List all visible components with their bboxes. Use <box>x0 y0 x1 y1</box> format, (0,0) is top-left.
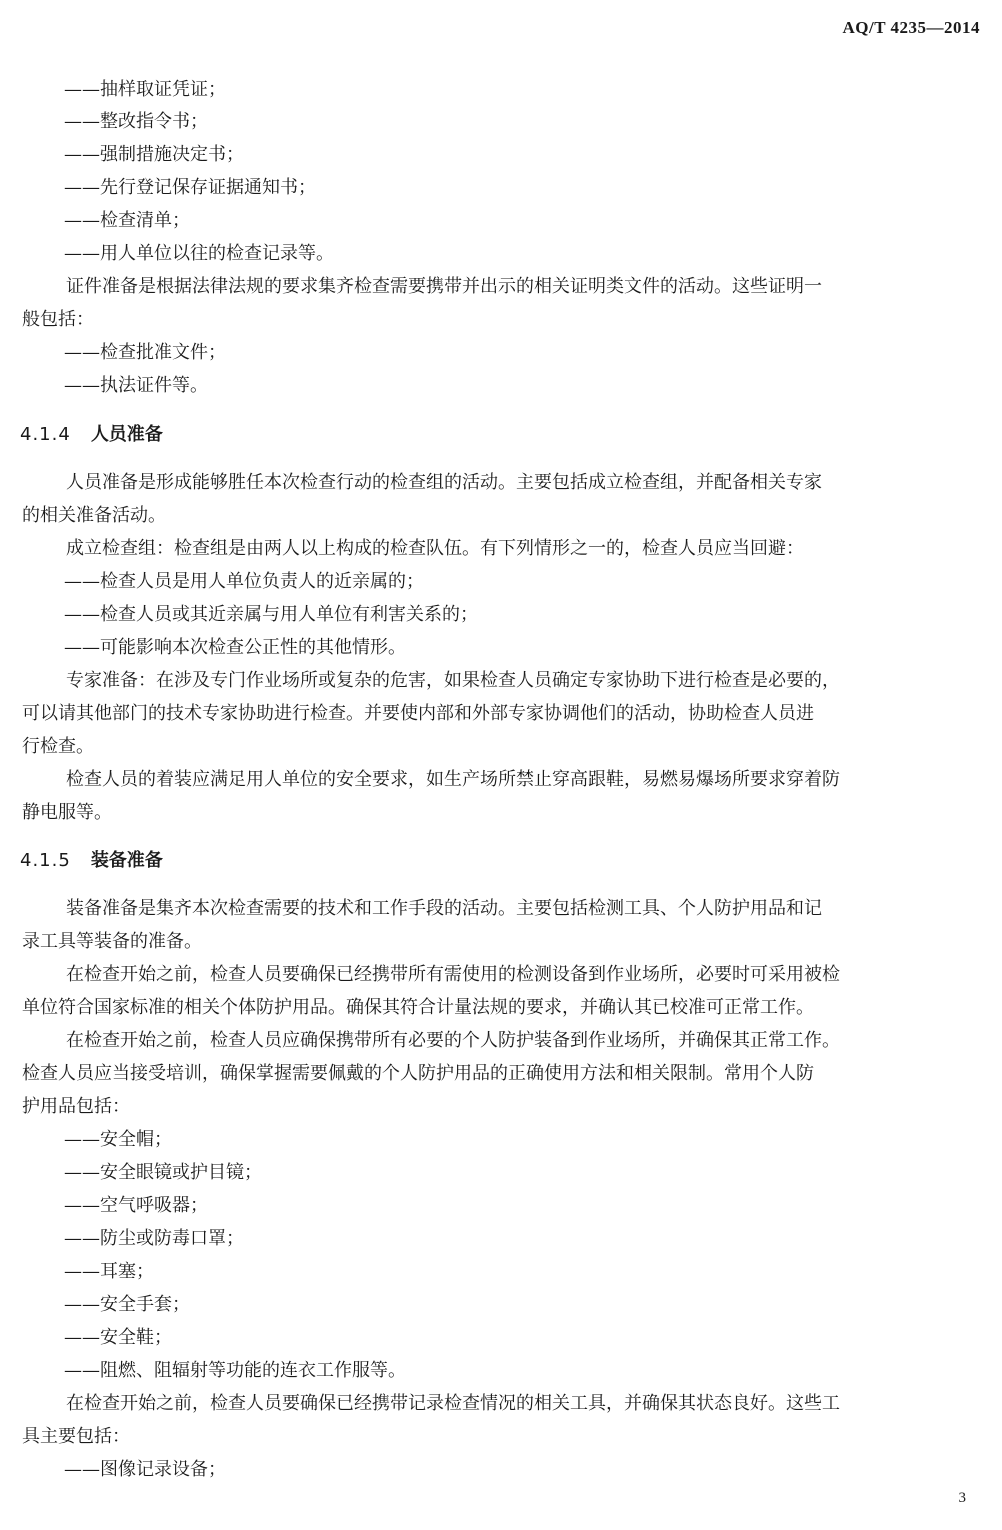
paragraph-line: 行检查。 <box>22 736 94 757</box>
section-title: 装备准备 <box>90 850 163 871</box>
paragraph-line: 检查人员应当接受培训，确保掌握需要佩戴的个人防护用品的正确使用方法和相关限制。常用个人防 <box>22 1063 814 1084</box>
section-heading <box>20 850 163 872</box>
list-item: ——安全帽； <box>64 1129 172 1150</box>
paragraph-line: 检查人员的着装应满足用人单位的安全要求，如生产场所禁止穿高跟鞋，易燃易爆场所要求穿着防 <box>66 769 840 790</box>
paragraph-line: 成立检查组：检查组是由两人以上构成的检查队伍。有下列情形之一的，检查人员应当回避： <box>66 538 804 559</box>
standard-code: AQ/T 4235—2014 <box>842 18 980 37</box>
paragraph-line: 在检查开始之前，检查人员要确保已经携带记录检查情况的相关工具，并确保其状态良好。这些工 <box>66 1393 840 1414</box>
paragraph-line: 在检查开始之前，检查人员应确保携带所有必要的个人防护装备到作业场所，并确保其正常工作。 <box>66 1030 840 1051</box>
paragraph-line: 可以请其他部门的技术专家协助进行检查。并要使内部和外部专家协调他们的活动，协助检查人员进 <box>22 703 814 724</box>
section-title: 人员准备 <box>90 424 163 445</box>
section-number: 4.1.4 <box>20 424 71 445</box>
paragraph-line: 护用品包括： <box>22 1096 130 1117</box>
paragraph-line: 人员准备是形成能够胜任本次检查行动的检查组的活动。主要包括成立检查组，并配备相关专家 <box>66 472 822 493</box>
paragraph-line: 证件准备是根据法律法规的要求集齐检查需要携带并出示的相关证明类文件的活动。这些证明一 <box>66 276 822 297</box>
list-item: ——先行登记保存证据通知书； <box>64 177 316 198</box>
paragraph-line: 在检查开始之前，检查人员要确保已经携带所有需使用的检测设备到作业场所，必要时可采用被检 <box>66 964 840 985</box>
list-item: ——耳塞； <box>64 1261 154 1282</box>
paragraph-line: 专家准备：在涉及专门作业场所或复杂的危害，如果检查人员确定专家协助下进行检查是必要的， <box>66 670 840 691</box>
list-item: ——可能影响本次检查公正性的其他情形。 <box>64 637 406 658</box>
list-item: ——检查清单； <box>64 210 190 231</box>
list-item: ——执法证件等。 <box>64 375 208 396</box>
list-item: ——图像记录设备； <box>64 1459 226 1480</box>
section-heading <box>20 424 163 446</box>
paragraph-line: 具主要包括： <box>22 1426 130 1447</box>
list-item: ——安全手套； <box>64 1294 190 1315</box>
list-item: ——空气呼吸器； <box>64 1195 208 1216</box>
page-number: 3 <box>958 1490 966 1506</box>
list-item: ——安全鞋； <box>64 1327 172 1348</box>
paragraph-line: 单位符合国家标准的相关个体防护用品。确保其符合计量法规的要求，并确认其已校准可正常工作。 <box>22 997 814 1018</box>
list-item: ——检查人员是用人单位负责人的近亲属的； <box>64 571 424 592</box>
paragraph-line: 的相关准备活动。 <box>22 505 166 526</box>
list-item: ——检查批准文件； <box>64 342 226 363</box>
list-item: ——整改指令书； <box>64 111 208 132</box>
list-item: ——抽样取证凭证； <box>64 79 226 100</box>
list-item: ——防尘或防毒口罩； <box>64 1228 244 1249</box>
paragraph-line: 录工具等装备的准备。 <box>22 931 202 952</box>
paragraph-line: 般包括： <box>22 309 94 330</box>
paragraph-line: 装备准备是集齐本次检查需要的技术和工作手段的活动。主要包括检测工具、个人防护用品和记 <box>66 898 822 919</box>
list-item: ——检查人员或其近亲属与用人单位有利害关系的； <box>64 604 478 625</box>
paragraph-line: 静电服等。 <box>22 802 112 823</box>
list-item: ——强制措施决定书； <box>64 144 244 165</box>
section-number: 4.1.5 <box>20 850 71 871</box>
list-item: ——安全眼镜或护目镜； <box>64 1162 262 1183</box>
list-item: ——阻燃、阻辐射等功能的连衣工作服等。 <box>64 1360 406 1381</box>
list-item: ——用人单位以往的检查记录等。 <box>64 243 334 264</box>
